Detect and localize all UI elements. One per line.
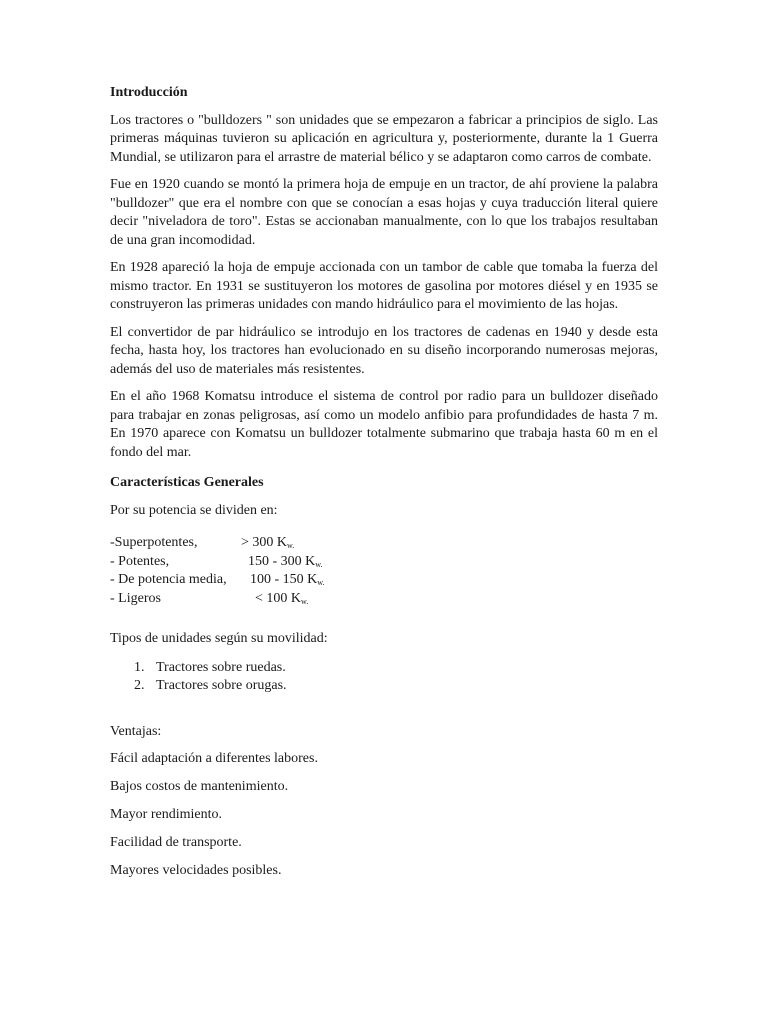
list-item [110, 677, 658, 696]
power-class-row [110, 590, 658, 609]
power-class-row [110, 571, 658, 590]
paragraph: Fue en 1920 cuando se montó la primera hoja de empuje en un tractor, de ahí proviene la palabra "bulldozer" que era el nombre con que se conocían a esas hojas y cuya traducción literal quiere decir "niveladora de toro". Estas se accionaban manualmente, con lo que los trabajos resultaban de una gran incomodidad. [110, 177, 658, 248]
advantage-item: Fácil adaptación a diferentes labores. [110, 751, 318, 766]
power-class-name: - De potencia media, [110, 572, 227, 587]
power-class-name: - Ligeros [110, 590, 161, 606]
power-intro: Por su potencia se dividen en: [110, 502, 278, 518]
power-class-name: - Potentes, [110, 553, 170, 569]
power-class-name: -Superpotentes, [110, 535, 198, 550]
mobility-title: Tipos de unidades según su movilidad: [110, 631, 328, 646]
intro-heading: Introducción [110, 85, 188, 100]
advantage-item: Mayores velocidades posibles. [110, 863, 282, 878]
power-class-range: < 100 $K_{w.}$ [255, 590, 309, 606]
document-body [110, 84, 658, 890]
list-item-text: Tractores sobre orugas. [156, 678, 287, 693]
power-class-list [110, 534, 658, 608]
list-item-text: Tractores sobre ruedas. [156, 659, 286, 675]
mobility-list [110, 659, 658, 696]
advantage-item: Bajos costos de mantenimiento. [110, 779, 289, 794]
power-class-row [110, 534, 658, 553]
list-number: 2. [134, 678, 145, 693]
power-class-range: > 300 $K_{w.}$ [241, 535, 295, 550]
list-number: 1. [134, 659, 145, 675]
paragraph: En el año 1968 Komatsu introduce el sistema de control por radio para un bulldozer diseñado para trabajar en zonas peligrosas, así como un modelo anfibio para profundidades de hasta 7 m. En 1970 aparece con Komatsu un bulldozer totalmente submarino que trabaja hasta 60 m en el fondo del mar. [110, 389, 658, 460]
section-heading: Características Generales [110, 475, 264, 490]
paragraph: En 1928 apareció la hoja de empuje accionada con un tambor de cable que tomaba la fuerza del mismo tractor. En 1931 se sustituyeron los motores de gasolina por motores diésel y en 1935 se construyeron las primeras unidades con mando hidráulico para el movimiento de las hojas. [110, 260, 658, 312]
advantage-item: Mayor rendimiento. [110, 807, 222, 822]
paragraph: Los tractores o "bulldozers " son unidades que se empezaron a fabricar a principios de siglo. Las primeras máquinas tuvieron su aplicación en agricultura y, posteriormente, durante la 1 Guerra Mundial, se utilizaron para el arrastre de material bélico y se adaptaron como carros de combate. [110, 112, 658, 165]
power-class-range: 150 - 300 $K_{w.}$ [248, 553, 323, 569]
paragraph: El convertidor de par hidráulico se introdujo en los tractores de cadenas en 1940 y desde esta fecha, hasta hoy, los tractores han evolucionado en su diseño incorporando numerosas mejoras, además del uso de materiales más resistentes. [110, 324, 658, 377]
power-class-row [110, 553, 658, 572]
list-item [110, 659, 658, 678]
advantage-item: Facilidad de transporte. [110, 835, 242, 850]
advantages-title: Ventajas: [110, 723, 162, 739]
power-class-range: 100 - 150 $K_{w.}$ [250, 572, 325, 587]
